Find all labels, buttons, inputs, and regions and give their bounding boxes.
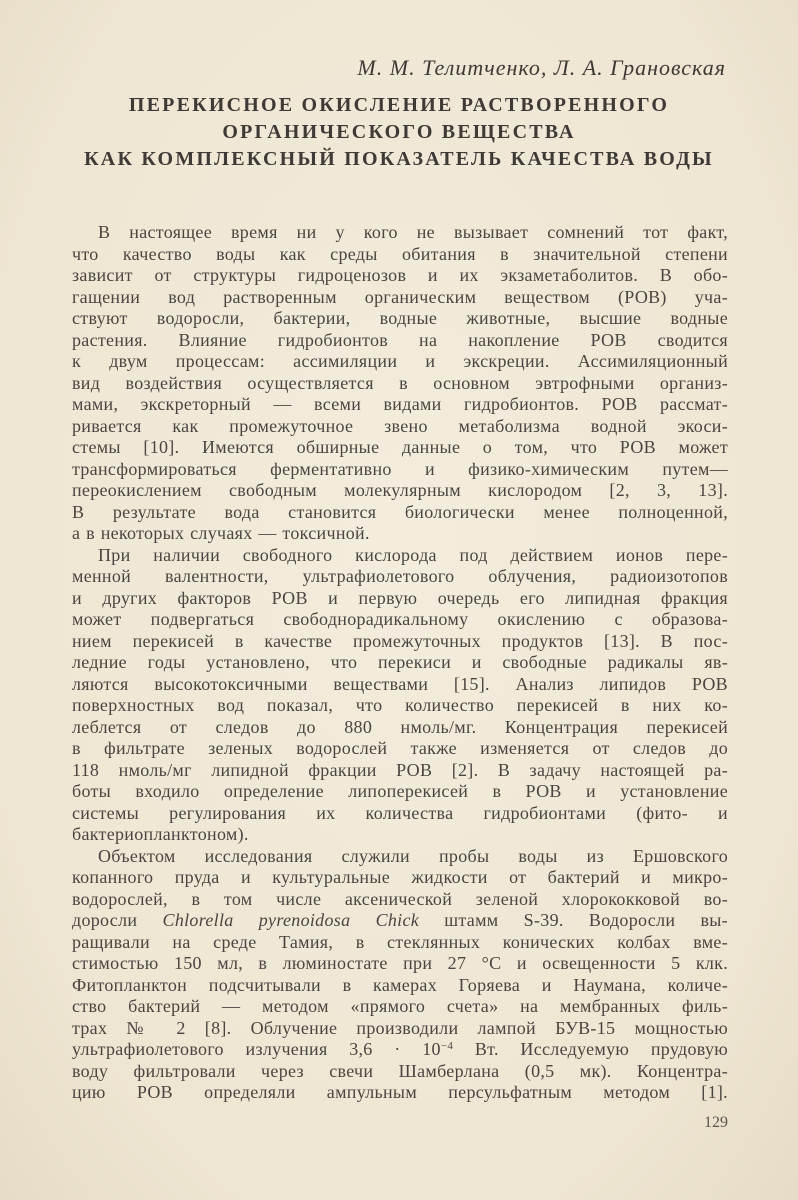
text-line — [72, 1039, 728, 1061]
text-line: ривается как промежуточное звено метаболизма водной экоси- — [72, 415, 728, 436]
text-line: и других факторов РОВ и первую очередь его липидная фракция — [72, 587, 728, 608]
text-line: гащении вод растворенным органическим веществом (РОВ) уча- — [72, 286, 728, 307]
text-line: вид воздействия осуществляется в основном эвтрофными организ- — [72, 372, 728, 393]
text-line: ство бактерий — методом «прямого счета» на мембранных филь- — [72, 996, 728, 1016]
text-line: трах № 2 [8]. Облучение производили лампой БУВ-15 мощностью — [72, 1017, 728, 1038]
text-line: может подвергаться свободнорадикальному окислению с образова- — [72, 609, 728, 629]
paragraph — [72, 222, 728, 545]
page-number: 129 — [704, 1114, 728, 1131]
text-line: воду фильтровали через свечи Шамберлана (0,5 мк). Концентра- — [72, 1060, 728, 1081]
text-line: цию РОВ определяли ампульным персульфатным методом [1]. — [72, 1082, 728, 1102]
text-line: менной валентности, ультрафиолетового облучения, радиоизотопов — [72, 566, 728, 586]
text-line — [72, 910, 728, 932]
title-line: КАК КОМПЛЕКСНЫЙ ПОКАЗАТЕЛЬ КАЧЕСТВА ВОДЫ — [84, 148, 714, 170]
exponent: −4 — [440, 1040, 454, 1052]
text-line: трансформироваться ферментативно и физико-химическим путем— — [72, 458, 728, 479]
article-title — [0, 92, 798, 173]
text-line: системы регулирования их количества гидробионтами (фито- и — [72, 802, 728, 823]
text-line: ляются высокотоксичными веществами [15]. Анализ липидов РОВ — [72, 673, 728, 694]
text-line: ледние годы установлено, что перекиси и свободные радикалы яв- — [72, 652, 728, 672]
text-line: стемы [10]. Имеются обширные данные о том, что РОВ может — [72, 437, 728, 457]
authors: М. М. Телитченко, Л. А. Грановская — [357, 55, 726, 80]
text-line: нием перекисей в качестве промежуточных продуктов [13]. В пос- — [72, 630, 728, 651]
line-text: доросли — [72, 910, 163, 930]
text-line: мами, экскреторный — всеми видами гидробионтов. РОВ рассмат- — [72, 394, 728, 414]
text-line: Фитопланктон подсчитывали в камерах Горяева и Наумана, количе- — [72, 974, 728, 995]
line-text: штамм S-39. Водоросли вы- — [419, 910, 728, 930]
species-name: Chlorella pyrenoidosa Chick — [162, 910, 420, 930]
title-line: ПЕРЕКИСНОЕ ОКИСЛЕНИЕ РАСТВОРЕННОГО — [128, 94, 670, 116]
text-line: копанного пруда и культуральные жидкости от бактерий и микро- — [72, 867, 728, 887]
text-line: а в некоторых случаях — токсичной. — [72, 523, 370, 543]
text-line: леблется от следов до 880 нмоль/мг. Концентрация перекисей — [72, 716, 728, 737]
text-line: ращивали на среде Тамия, в стеклянных конических колбах вме- — [72, 931, 728, 952]
paragraph — [72, 545, 728, 846]
text-line: В результате вода становится биологически менее полноценной, — [72, 501, 728, 522]
text-line: водорослей, в том числе аксенической зеленой хлорококковой во- — [72, 888, 728, 909]
text-line: боты входило определение липоперекисей в РОВ и установление — [72, 781, 728, 801]
title-line: ОРГАНИЧЕСКОГО ВЕЩЕСТВА — [222, 121, 576, 143]
text-line: При наличии свободного кислорода под действием ионов пере- — [98, 544, 728, 565]
text-line: 118 нмоль/мг липидной фракции РОВ [2]. В задачу настоящей ра- — [72, 759, 728, 780]
text-line: бактериопланктоном). — [72, 824, 249, 844]
text-line: в фильтрате зеленых водорослей также изменяется от следов до — [72, 738, 728, 758]
paragraph — [72, 846, 728, 1104]
text-line: поверхностных вод показал, что количество перекисей в них ко- — [72, 695, 728, 715]
line-text: ультрафиолетового излучения 3,6 · 10 — [72, 1039, 441, 1059]
text-line: В настоящее время ни у кого не вызывает сомнений тот факт, — [98, 222, 728, 242]
article-body — [72, 222, 728, 1104]
text-line: растения. Влияние гидробионтов на накопление РОВ сводится — [72, 329, 728, 350]
text-line: ствуют водоросли, бактерии, водные животные, высшие водные — [72, 308, 728, 328]
text-line: Объектом исследования служили пробы воды из Ершовского — [98, 845, 728, 866]
text-line: к двум процессам: ассимиляции и экскреции. Ассимиляционный — [72, 351, 728, 371]
line-text: Вт. Исследуемую прудовую — [453, 1039, 728, 1059]
text-line: переокислением свободным молекулярным кислородом [2, 3, 13]. — [72, 480, 728, 500]
text-line: что качество воды как среды обитания в значительной степени — [72, 243, 728, 264]
text-line: стимостью 150 мл, в люминостате при 27 °С и освещенности 5 клк. — [72, 953, 728, 973]
text-line: зависит от структуры гидроценозов и их экзаметаболитов. В обо- — [72, 265, 728, 285]
